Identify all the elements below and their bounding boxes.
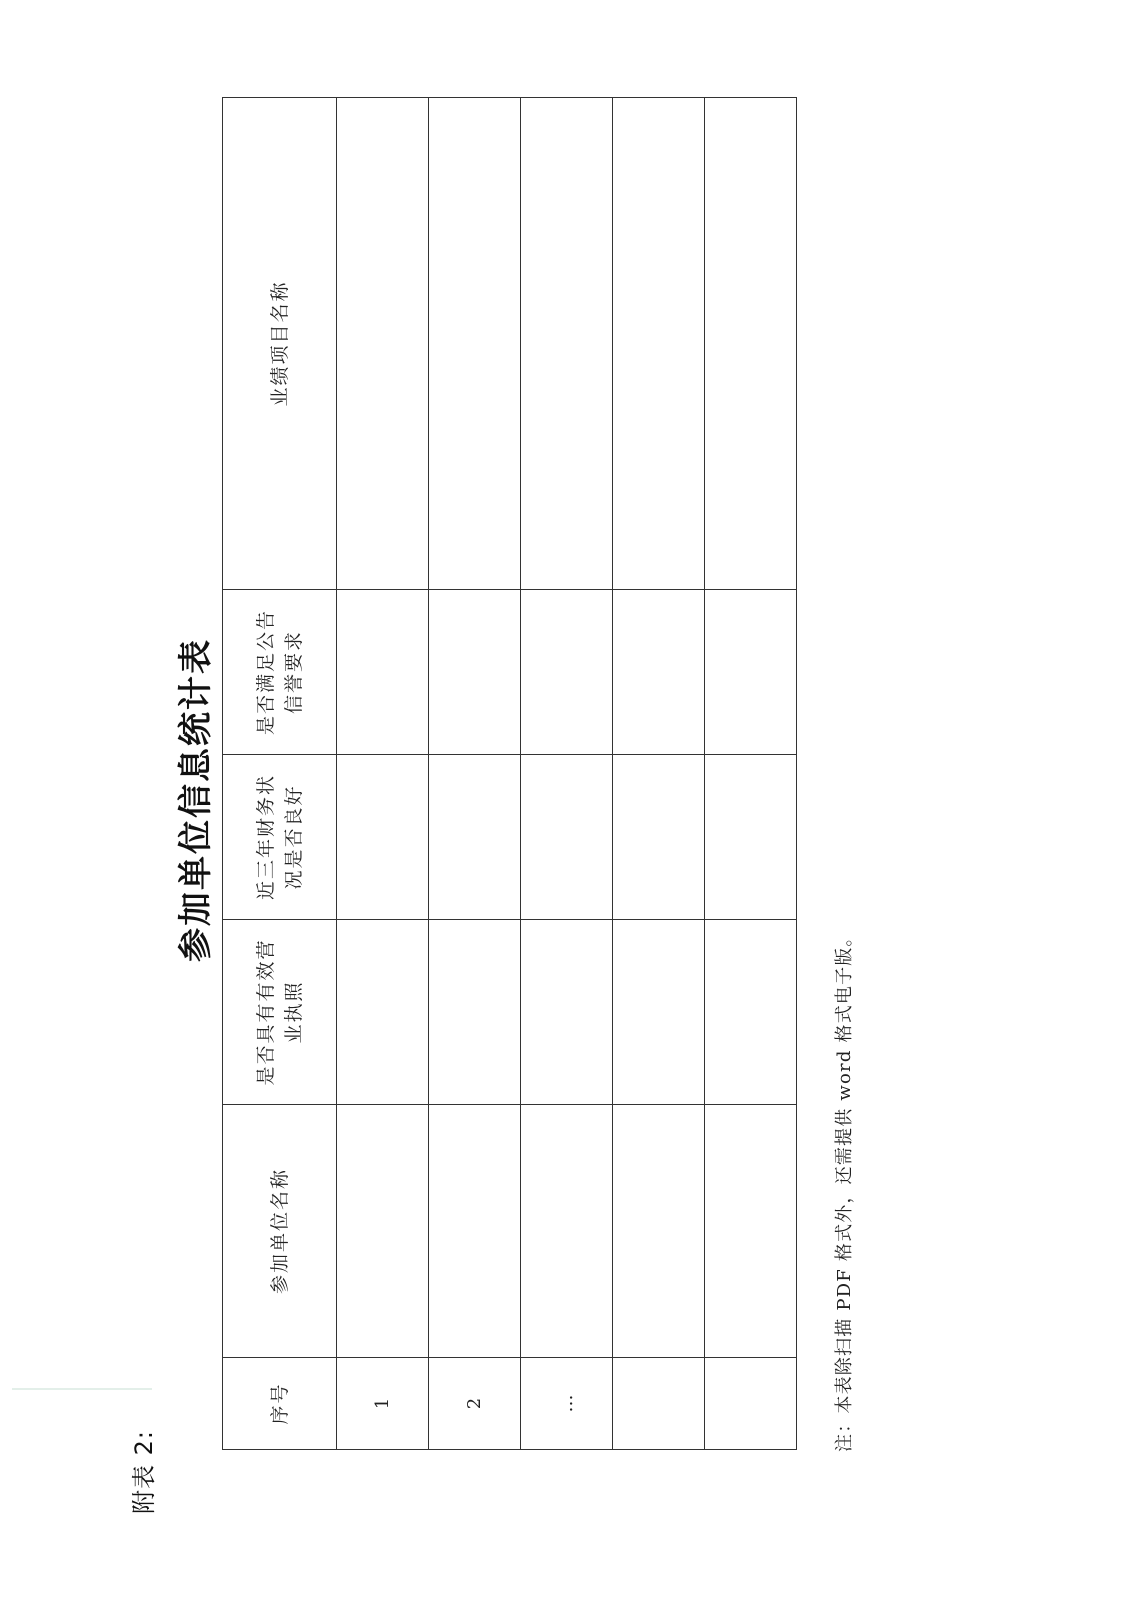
header-unit-name: 参加单位名称 [223,1105,337,1358]
cell-unit-name [429,1105,521,1358]
cell-credit-requirement [337,590,429,755]
header-serial-number: 序号 [223,1358,337,1450]
table-row [705,98,797,1450]
header-business-license: 是否具有有效营业执照 [223,920,337,1105]
cell-business-license [337,920,429,1105]
table-row [613,98,705,1450]
cell-financial-status [337,755,429,920]
cell-unit-name [705,1105,797,1358]
cell-credit-requirement [705,590,797,755]
table-header-row [223,98,337,1450]
table-row [521,98,613,1450]
cell-serial: … [521,1358,613,1450]
cell-performance-project [705,98,797,590]
cell-financial-status [613,755,705,920]
cell-serial: 2 [429,1358,521,1450]
cell-credit-requirement [613,590,705,755]
table-row [337,98,429,1450]
header-performance-project: 业绩项目名称 [223,98,337,590]
cell-business-license [429,920,521,1105]
footnote: 注：本表除扫描 PDF 格式外，还需提供 word 格式电子版。 [834,927,855,1452]
cell-credit-requirement [521,590,613,755]
header-financial-status: 近三年财务状况是否良好 [223,755,337,920]
cell-serial [613,1358,705,1450]
cell-business-license [705,920,797,1105]
cell-financial-status [429,755,521,920]
scan-artifact-line [12,1388,152,1390]
cell-financial-status [521,755,613,920]
cell-business-license [521,920,613,1105]
cell-performance-project [337,98,429,590]
header-credit-requirement: 是否满足公告信誉要求 [223,590,337,755]
table-row [429,98,521,1450]
document-title: 参加单位信息统计表 [176,638,216,962]
cell-business-license [613,920,705,1105]
cell-serial [705,1358,797,1450]
cell-credit-requirement [429,590,521,755]
cell-unit-name [613,1105,705,1358]
cell-unit-name [521,1105,613,1358]
cell-financial-status [705,755,797,920]
cell-performance-project [429,98,521,590]
cell-performance-project [521,98,613,590]
cell-serial: 1 [337,1358,429,1450]
cell-unit-name [337,1105,429,1358]
participant-info-table [222,97,797,1450]
cell-performance-project [613,98,705,590]
annex-label: 附表 2: [130,1430,158,1514]
